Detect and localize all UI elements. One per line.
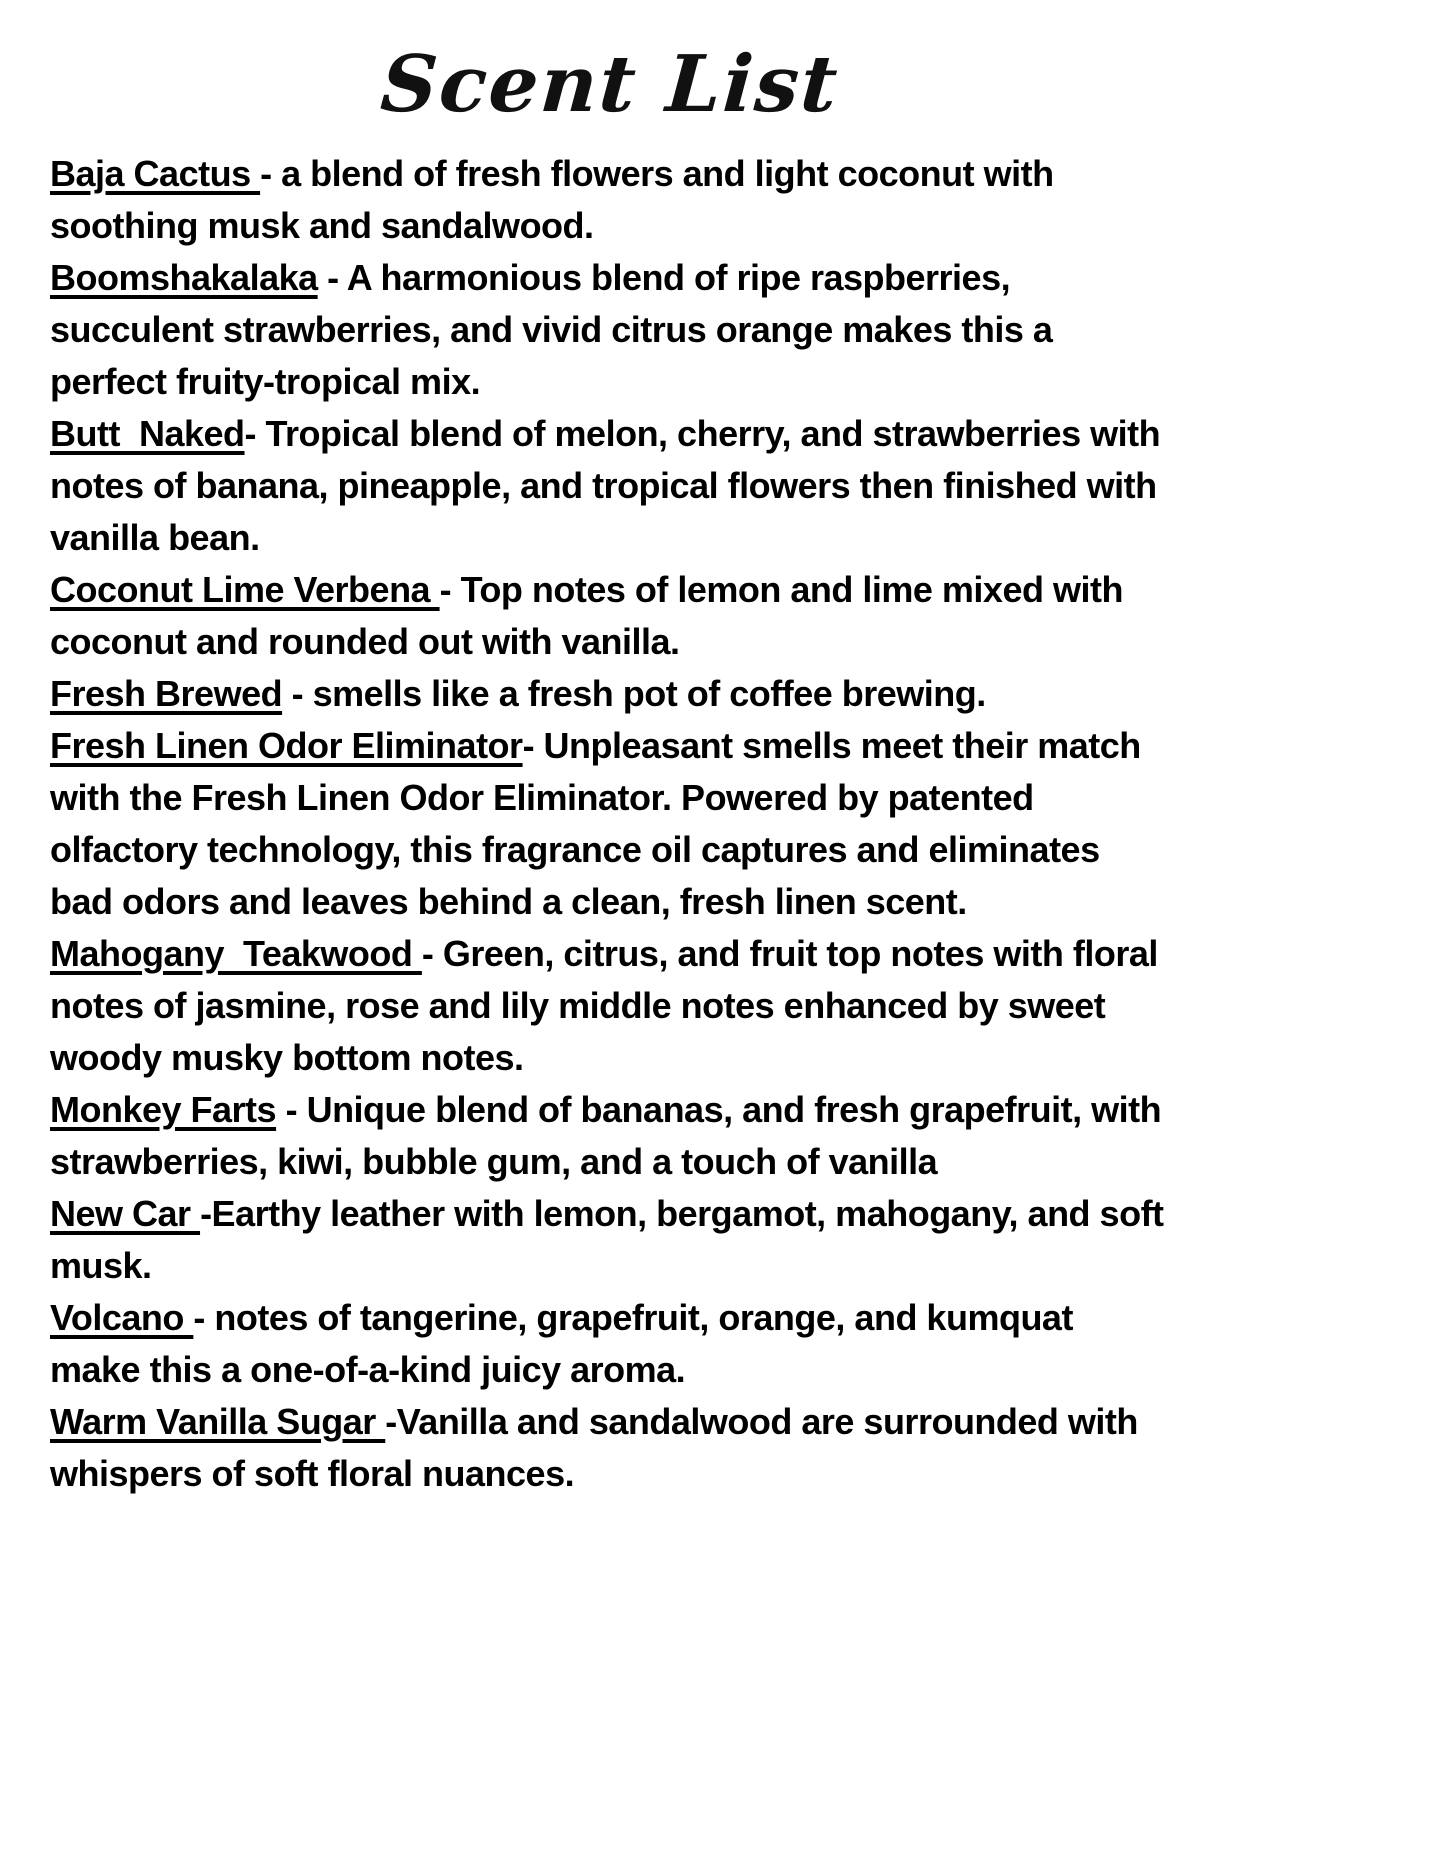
- scent-description: - Unpleasant smells meet their match with the Fresh Linen Odor Eliminator. Powered by patented olfactory technology, this fragrance oil captures and eliminates bad odors and leaves behind a clean, fresh linen scent.: [50, 725, 1151, 922]
- scent-description: - Green, citrus, and fruit top notes with floral notes of jasmine, rose and lily middle notes enhanced by sweet woody musky bottom notes.: [50, 933, 1168, 1078]
- scent-name: Baja Cactus: [50, 153, 261, 194]
- scent-description: - a blend of fresh flowers and light coconut with soothing musk and sandalwood.: [50, 153, 1064, 246]
- scent-item-new-car: [50, 1188, 1174, 1292]
- scent-item-butt-naked: [50, 408, 1168, 564]
- scent-description: - smells like a fresh pot of coffee brewing.: [282, 673, 986, 714]
- scent-item-volcano: [50, 1292, 1168, 1396]
- scent-list: [50, 148, 1174, 1500]
- scent-description: - notes of tangerine, grapefruit, orange, and kumquat make this a one-of-a-kind juicy aroma.: [50, 1297, 1083, 1390]
- scent-description: -Vanilla and sandalwood are surrounded with whispers of soft floral nuances.: [50, 1401, 1148, 1494]
- scent-item-monkey-farts: [50, 1084, 1171, 1188]
- scent-item-mahogany-teakwood: [50, 928, 1168, 1084]
- scent-item-baja-cactus: [50, 148, 1168, 252]
- scent-name: Warm Vanilla Sugar: [50, 1401, 386, 1442]
- scent-name: Mahogany Teakwood: [50, 933, 422, 974]
- scent-description: -Earthy leather with lemon, bergamot, mahogany, and soft musk.: [50, 1193, 1174, 1286]
- scent-item-coconut-lime-verbena: [50, 564, 1168, 668]
- scent-name: Volcano: [50, 1297, 194, 1338]
- scent-item-fresh-linen-odor-eliminator: [50, 720, 1168, 928]
- scent-name: Monkey Farts: [50, 1089, 277, 1130]
- scent-item-fresh-brewed: [50, 668, 1168, 720]
- page-title: Scent List: [377, 39, 843, 130]
- scent-item-boomshakalaka: [50, 252, 1168, 408]
- scent-description: - Top notes of lemon and lime mixed with coconut and rounded out with vanilla.: [50, 569, 1133, 662]
- scent-description: - Unique blend of bananas, and fresh grapefruit, with strawberries, kiwi, bubble gum, and a touch of vanilla: [50, 1089, 1171, 1182]
- scent-name: Butt Naked: [50, 413, 245, 454]
- scent-name: Fresh Linen Odor Eliminator: [50, 725, 523, 766]
- scent-name: New Car: [50, 1193, 201, 1234]
- scent-item-warm-vanilla-sugar: [50, 1396, 1168, 1500]
- scent-description: - Tropical blend of melon, cherry, and strawberries with notes of banana, pineapple, and tropical flowers then finished with vanilla bean.: [50, 413, 1170, 558]
- scent-name: Fresh Brewed: [50, 673, 283, 714]
- scent-name: Coconut Lime Verbena: [50, 569, 440, 610]
- scent-name: Boomshakalaka: [50, 257, 318, 298]
- scent-description: - A harmonious blend of ripe raspberries, succulent strawberries, and vivid citrus orange makes this a perfect fruity-tropical mix.: [50, 257, 1062, 402]
